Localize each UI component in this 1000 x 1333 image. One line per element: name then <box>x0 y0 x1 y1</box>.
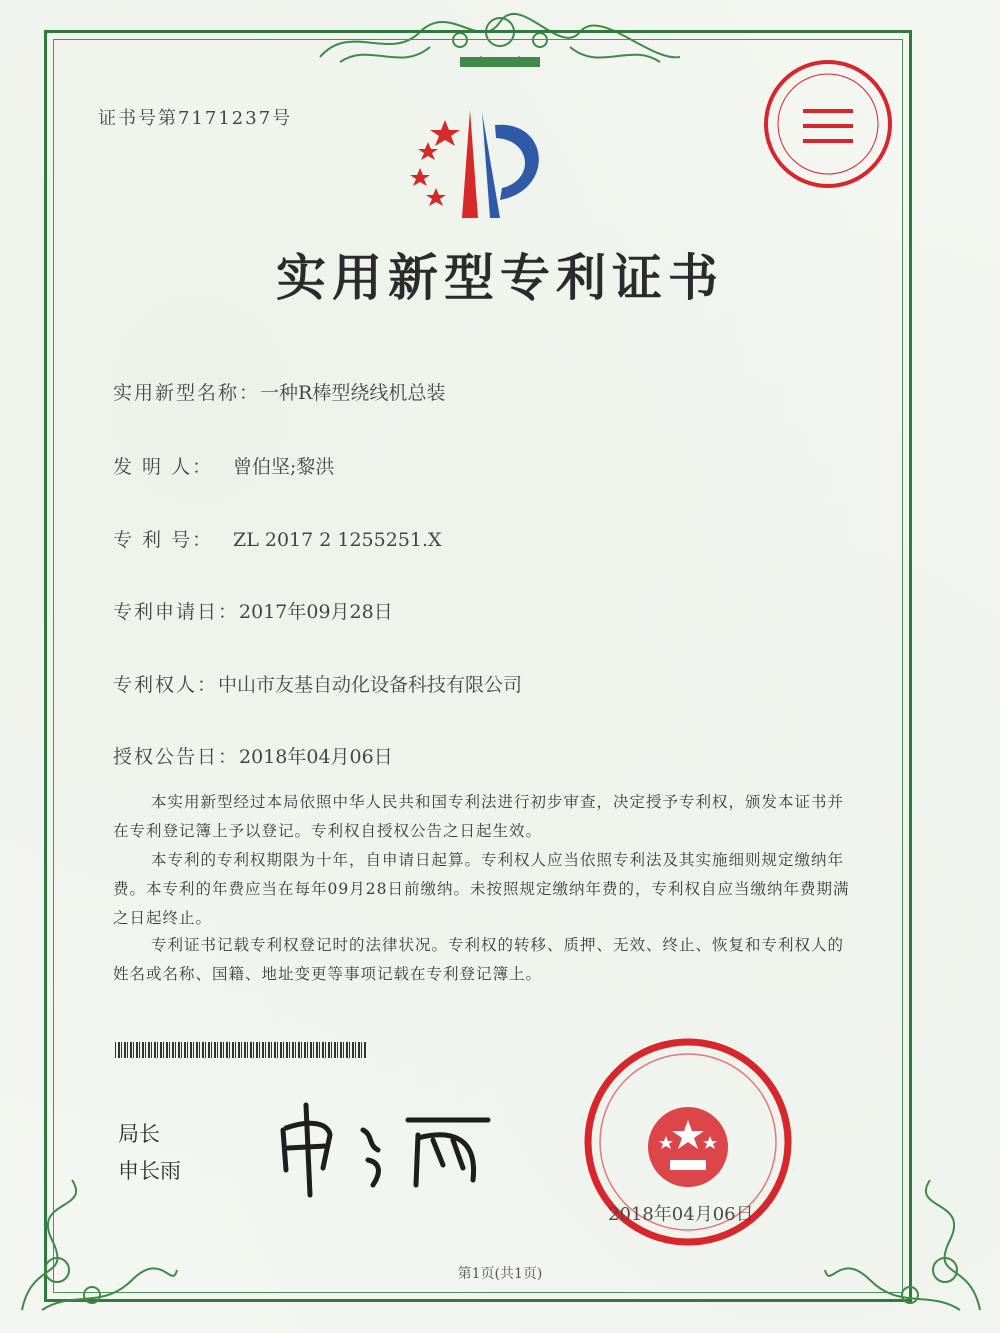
filing-date-value: 2017年09月28日 <box>239 601 393 623</box>
inventor-value: 曾伯坚;黎洪 <box>233 456 335 478</box>
certificate-paragraph-2: 本专利的专利权期限为十年，自申请日起算。专利权人应当依照专利法及其实施细则规定缴纳年费。本专利的年费应当在每年09月28日前缴纳。未按照规定缴纳年费的，专利权自应当缴纳年费期满之日起终止。 <box>113 851 850 927</box>
certificate-title: 实用新型专利证书 <box>276 248 724 307</box>
certificate-paragraph-3: 专利证书记载专利权登记时的法律状况。专利权的转移、质押、无效、终止、恢复和专利权人的姓名或名称、国籍、地址变更等事项记载在专利登记簿上。 <box>113 936 845 983</box>
seal-date: 2018年04月06日 <box>608 1204 754 1225</box>
grant-date-value: 2018年04月06日 <box>239 746 393 768</box>
director-title: 局长 <box>118 1122 160 1146</box>
director-name: 申长雨 <box>118 1159 181 1183</box>
certificate-paragraph-1: 本实用新型经过本局依照中华人民共和国专利法进行初步审查，决定授予专利权，颁发本证书并在专利登记簿上予以登记。专利权自授权公告之日起生效。 <box>113 793 845 840</box>
patent-number-value: ZL 2017 2 1255251.X <box>233 529 442 551</box>
page-number: 第1页(共1页) <box>457 1266 543 1282</box>
patent-number-label: 专 利 号： <box>113 529 214 551</box>
filing-date-label: 专利申请日： <box>113 601 240 623</box>
filing-date-field <box>113 597 393 624</box>
director-signature <box>268 1090 498 1200</box>
inventor-label: 发 明 人： <box>113 456 214 478</box>
patentee-label: 专利权人： <box>113 674 219 696</box>
corner-ornament-bottom-right <box>820 1170 990 1320</box>
corner-ornament-bottom-left <box>12 1170 182 1320</box>
utility-model-name-value: 一种R棒型绕线机总装 <box>260 382 446 404</box>
inventor-field <box>113 452 334 479</box>
utility-model-name-field <box>113 378 445 405</box>
patent-office-emblem <box>400 100 560 225</box>
certificate-number: 证书号第7171237号 <box>98 108 293 129</box>
patentee-field <box>113 670 522 697</box>
patent-number-field <box>113 525 442 552</box>
patentee-value: 中山市友基自动化设备科技有限公司 <box>218 674 523 696</box>
barcode <box>115 1042 367 1058</box>
grant-date-field <box>113 742 393 769</box>
grant-date-label: 授权公告日： <box>113 746 240 768</box>
utility-model-name-label: 实用新型名称： <box>113 382 261 404</box>
tax-stamp-seal <box>758 54 898 194</box>
